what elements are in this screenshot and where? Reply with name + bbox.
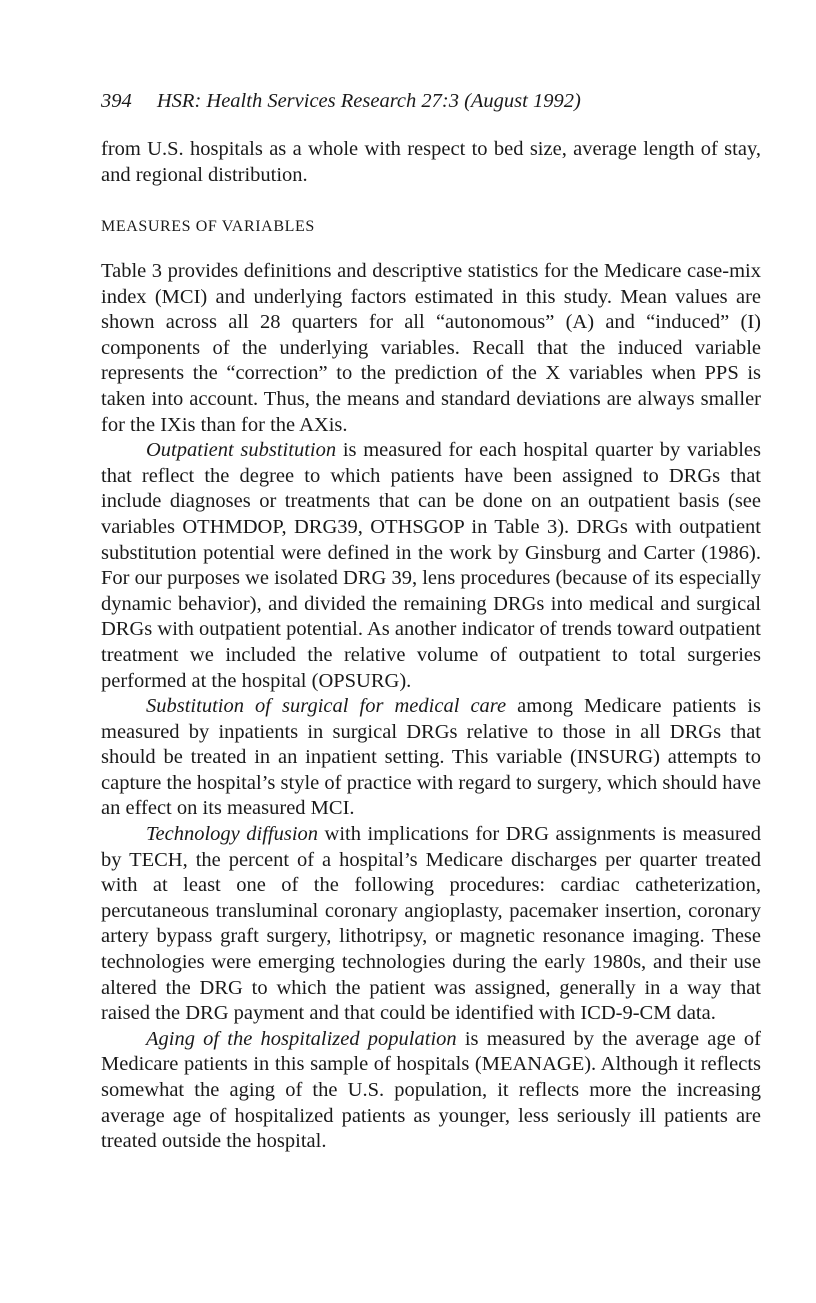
intro-paragraph: from U.S. hospitals as a whole with respect to bed size, average length of stay, and regional distribution. xyxy=(101,138,761,186)
paragraph-body-aging: is measured by the average age of Medicare patients in this sample of hospitals (MEANAGE). Although it reflects somewhat the aging of the U.S. population, it reflects more the increasing average age of hospitalized patients as younger, less seriously ill patients are treated outside the hospital. xyxy=(101,1027,761,1153)
paragraph-aging xyxy=(101,1027,761,1155)
running-head-title: HSR: Health Services Research 27:3 (August 1992) xyxy=(156,90,581,112)
paragraph-lead-technology: Technology diffusion xyxy=(146,823,319,846)
paragraph-surgical-substitution xyxy=(101,694,761,822)
page-number: 394 xyxy=(101,90,132,112)
paragraph-lead-outpatient: Outpatient substitution xyxy=(146,439,337,462)
paragraph-body-technology: with implications for DRG assignments is measured by TECH, the percent of a hospital’s Medicare discharges per quarter treated with at least one of the following procedures: cardiac catheterization, percutaneous transluminal coronary angioplasty, pacemaker insertion, coronary artery bypass graft surgery, lithotripsy, or magnetic resonance imaging. These technologies were emerging technologies during the early 1980s, and their use altered the DRG to which the patient was assigned, generally in a way that raised the DRG payment and that could be identified with ICD-9-CM data. xyxy=(101,823,761,1025)
intro-block xyxy=(101,137,761,188)
paragraph-body-surgical: among Medicare patients is measured by inpatients in surgical DRGs relative to those in all DRGs that should be treated in an inpatient setting. This variable (INSURG) attempts to capture the hospital’s style of practice with regard to surgery, which should have an effect on its measured MCI. xyxy=(101,695,761,820)
section-heading: MEASURES OF VARIABLES xyxy=(101,218,315,235)
paragraph-lead-aging: Aging of the hospitalized population xyxy=(146,1027,457,1050)
paragraph-outpatient-substitution xyxy=(101,438,761,694)
paragraph-table3: Table 3 provides definitions and descriptive statistics for the Medicare case-mix index (MCI) and underlying factors estimated in this study. Mean values are shown across all 28 quarters for all “autonomous” (A) and “induced” (I) components of the underlying variables. Recall that the induced variable represents the “correction” to the prediction of the X variables when PPS is taken into account. Thus, the means and standard deviations are always smaller for the IXis than for the AXis. xyxy=(101,260,761,436)
running-header xyxy=(101,90,581,113)
paragraph-body-outpatient: is measured for each hospital quarter by variables that reflect the degree to which patients have been assigned to DRGs that include diagnoses or treatments that can be done on an outpatient basis (see variables OTHMDOP, DRG39, OTHSGOP in Table 3). DRGs with outpatient substitution potential were defined in the work by Ginsburg and Carter (1986). For our purposes we isolated DRG 39, lens procedures (because of its especially dynamic behavior), and divided the remaining DRGs into medical and surgical DRGs with outpatient potential. As another indicator of trends toward outpatient treatment we included the relative volume of outpatient to total surgeries performed at the hospital (OPSURG). xyxy=(101,439,761,692)
paragraph-technology-diffusion xyxy=(101,822,761,1027)
body-text xyxy=(101,259,761,1155)
paragraph-lead-surgical: Substitution of surgical for medical care xyxy=(146,695,507,718)
